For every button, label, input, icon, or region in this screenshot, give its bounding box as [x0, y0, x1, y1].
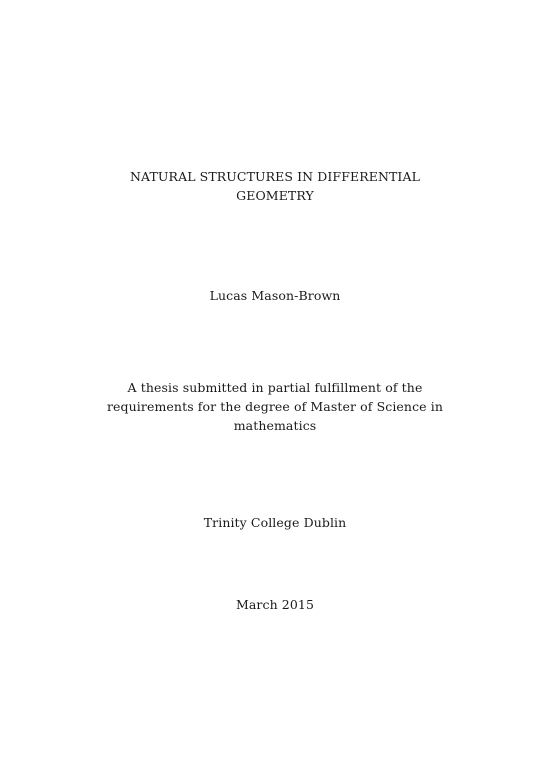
- institution-name: [0, 513, 550, 532]
- thesis-title-line-2: GEOMETRY: [236, 188, 314, 203]
- degree-statement-line-3: mathematics: [233, 418, 317, 433]
- degree-statement: [0, 378, 550, 435]
- submission-date: [0, 595, 550, 614]
- thesis-title: [0, 167, 550, 205]
- thesis-title-line-1: NATURAL STRUCTURES IN DIFFERENTIAL: [130, 169, 420, 184]
- degree-statement-line-1: A thesis submitted in partial fulfillment of the: [127, 380, 423, 395]
- institution-name-text: Trinity College Dublin: [203, 515, 347, 530]
- author-name: [0, 286, 550, 305]
- author-name-text: Lucas Mason-Brown: [209, 288, 341, 303]
- submission-date-text: March 2015: [235, 597, 315, 612]
- degree-statement-line-2: requirements for the degree of Master of Science in: [106, 399, 443, 414]
